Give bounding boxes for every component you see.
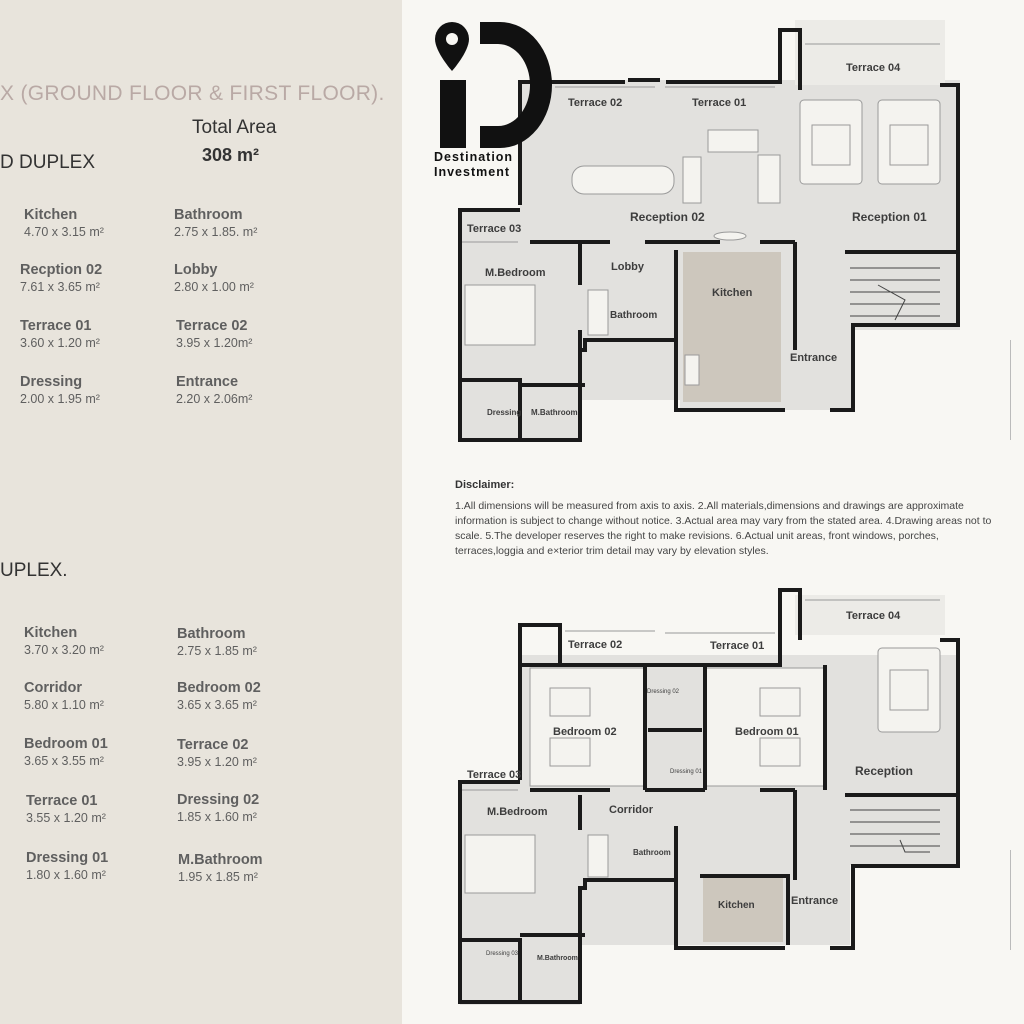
label-terrace-03: Terrace 03 <box>467 223 522 235</box>
disclaimer-text: 1.All dimensions will be measured from axis to axis. 2.All materials,dimensions and drawings are approximate information is subject to change without notice. 3.Actual area may vary from the stated area. 4.Drawing areas not to scale. 5.The developer reserves the right to make revisions. 6.Actual unit areas, front windows, porches, terraces,loggia and e×terior trim detail may vary by elevation styles. <box>455 500 992 557</box>
room-spec <box>177 679 261 713</box>
room-spec <box>176 373 252 407</box>
label-dressing-03: Dressing 03 <box>486 951 519 957</box>
room-dimensions: 3.95 x 1.20m² <box>176 336 253 350</box>
logo-wordmark <box>434 150 513 180</box>
room-spec <box>20 317 100 351</box>
label-bedroom-01: Bedroom 01 <box>735 726 799 738</box>
room-name: Terrace 02 <box>176 318 248 334</box>
label-m-bathroom: M.Bathroom <box>537 955 578 962</box>
ground-floor-title: D DUPLEX <box>0 152 96 173</box>
room-dimensions: 3.55 x 1.20 m² <box>26 811 106 825</box>
room-spec <box>24 735 108 769</box>
first-floor-plan <box>450 585 980 1015</box>
room-name: Terrace 01 <box>26 793 98 809</box>
logo-letter-i <box>440 80 466 148</box>
room-dimensions: 4.70 x 3.15 m² <box>24 225 104 239</box>
page-heading: X (GROUND FLOOR & FIRST FLOOR). <box>0 82 385 105</box>
adjacent-plan-edge <box>1010 340 1024 440</box>
room-spec <box>24 624 104 658</box>
room-name: Kitchen <box>24 625 78 641</box>
room-spec <box>24 206 104 240</box>
room-dimensions: 1.85 x 1.60 m² <box>177 810 257 824</box>
room-name: M.Bathroom <box>178 852 263 868</box>
room-spec <box>20 261 102 295</box>
logo-line-2: Investment <box>434 165 510 179</box>
label-terrace-02: Terrace 02 <box>568 97 623 109</box>
room-dimensions: 3.60 x 1.20 m² <box>20 336 100 350</box>
label-terrace-04: Terrace 04 <box>846 62 901 74</box>
label-dressing-02: Dressing 02 <box>647 689 680 695</box>
room-spec <box>176 317 252 351</box>
label-m-bedroom: M.Bedroom <box>485 267 546 279</box>
room-name: Corridor <box>24 680 82 696</box>
room-dimensions: 2.75 x 1.85. m² <box>174 225 258 239</box>
label-m-bathroom: M.Bathroom <box>531 408 578 417</box>
total-area-value: 308 m² <box>202 145 260 165</box>
room-dimensions: 2.00 x 1.95 m² <box>20 392 100 406</box>
room-spec <box>178 851 263 885</box>
label-m-bedroom: M.Bedroom <box>487 806 548 818</box>
room-name: Bathroom <box>177 626 246 642</box>
room-name: Terrace 02 <box>177 737 249 753</box>
label-kitchen: Kitchen <box>712 287 753 299</box>
label-lobby: Lobby <box>611 261 644 273</box>
room-dimensions: 2.20 x 2.06m² <box>176 392 253 406</box>
location-pin-icon <box>435 22 469 71</box>
room-dimensions: 1.95 x 1.85 m² <box>178 870 258 884</box>
location-pin-hole <box>446 33 458 45</box>
room-dimensions: 3.70 x 3.20 m² <box>24 643 104 657</box>
label-terrace-04: Terrace 04 <box>846 610 901 622</box>
room-dimensions: 2.75 x 1.85 m² <box>177 644 257 658</box>
room-spec <box>20 373 100 407</box>
room-spec <box>174 261 254 295</box>
label-reception: Reception <box>855 764 914 778</box>
room-name: Bedroom 01 <box>24 736 108 752</box>
label-kitchen: Kitchen <box>718 900 755 911</box>
room-name: Lobby <box>174 262 218 278</box>
room-spec <box>26 849 108 883</box>
room-dimensions: 1.80 x 1.60 m² <box>26 868 106 882</box>
label-terrace-01: Terrace 01 <box>692 97 747 109</box>
label-entrance: Entrance <box>791 895 839 907</box>
room-spec <box>177 625 257 659</box>
label-reception-02: Reception 02 <box>630 210 705 224</box>
label-bedroom-02: Bedroom 02 <box>553 726 617 738</box>
room-spec <box>26 792 106 826</box>
room-dimensions: 3.95 x 1.20 m² <box>177 755 257 769</box>
room-name: Bathroom <box>174 207 243 223</box>
room-name: Recption 02 <box>20 262 103 278</box>
disclaimer-title: Disclaimer: <box>455 479 515 491</box>
room-spec <box>174 206 257 240</box>
room-dimensions: 2.80 x 1.00 m² <box>174 280 254 294</box>
logo-letter-d <box>480 22 552 148</box>
room-dimensions: 3.65 x 3.65 m² <box>177 698 257 712</box>
adjacent-plan-edge <box>1010 850 1024 950</box>
label-terrace-01: Terrace 01 <box>710 640 765 652</box>
label-terrace-03: Terrace 03 <box>467 769 522 781</box>
room-name: Kitchen <box>24 207 78 223</box>
label-bathroom: Bathroom <box>633 848 671 857</box>
room-name: Dressing <box>20 374 83 390</box>
label-bathroom: Bathroom <box>610 310 658 321</box>
label-reception-01: Reception 01 <box>852 210 927 224</box>
total-area-label: Total Area <box>192 117 277 138</box>
first-floor-title: UPLEX. <box>0 560 68 581</box>
room-name: Terrace 01 <box>20 318 92 334</box>
room-dimensions: 5.80 x 1.10 m² <box>24 698 104 712</box>
room-spec <box>177 791 259 825</box>
room-name: Entrance <box>176 374 239 390</box>
label-corridor: Corridor <box>609 804 653 816</box>
label-entrance: Entrance <box>790 352 838 364</box>
room-dimensions: 3.65 x 3.55 m² <box>24 754 104 768</box>
label-dressing: Dressing <box>487 408 522 417</box>
label-terrace-02: Terrace 02 <box>568 639 623 651</box>
room-spec <box>24 679 104 713</box>
room-spec <box>177 736 257 770</box>
room-name: Dressing 01 <box>26 850 109 866</box>
room-name: Dressing 02 <box>177 792 260 808</box>
label-dressing-01: Dressing 01 <box>670 769 703 775</box>
room-name: Bedroom 02 <box>177 680 261 696</box>
room-schedule-panel <box>0 0 402 1024</box>
logo-line-1: Destination <box>434 150 514 164</box>
room-dimensions: 7.61 x 3.65 m² <box>20 280 100 294</box>
